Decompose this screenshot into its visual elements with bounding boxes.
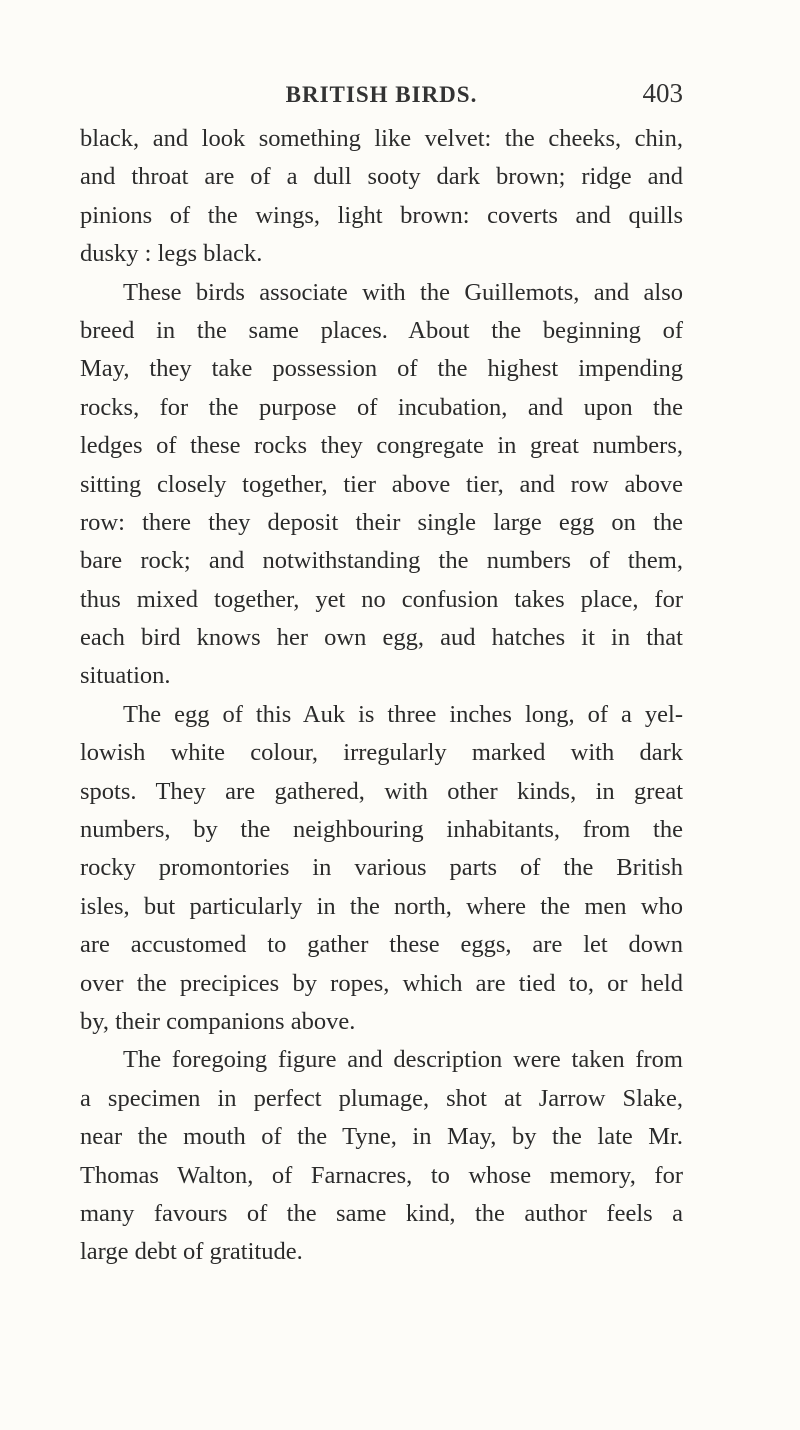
text-line: a specimen in perfect plumage, shot at Jarrow Slake, (80, 1084, 683, 1112)
text-line: black, and look something like velvet: the cheeks, chin, (80, 125, 683, 152)
body-text (80, 120, 683, 1272)
text-line: numbers, by the neighbouring inhabitants, from the (80, 816, 683, 844)
text-line: rocks, for the purpose of incubation, and upon the (80, 393, 683, 421)
text-line: Thomas Walton, of Farnacres, to whose memory, for (80, 1161, 683, 1189)
page-number: 403 (642, 78, 683, 108)
text-line: bare rock; and notwithstanding the numbers of them, (80, 547, 683, 575)
text-line: ledges of these rocks they congregate in great numbers, (80, 432, 683, 460)
text-line: and throat are of a dull sooty dark brown; ridge and (80, 163, 683, 191)
running-head (80, 78, 683, 116)
running-title: BRITISH BIRDS. (285, 82, 478, 107)
text-line: by, their companions above. (80, 1007, 356, 1035)
text-line: dusky : legs black. (80, 240, 263, 268)
text-line: These birds associate with the Guillemots, and also (123, 278, 683, 306)
text-line: thus mixed together, yet no confusion takes place, for (80, 585, 683, 613)
text-line: sitting closely together, tier above tier, and row above (80, 470, 683, 498)
text-line: near the mouth of the Tyne, in May, by the late Mr. (80, 1123, 683, 1151)
text-line: are accustomed to gather these eggs, are let down (80, 931, 683, 959)
text-line: each bird knows her own egg, aud hatches it in that (80, 624, 683, 652)
text-line: rocky promontories in various parts of the British (80, 854, 683, 882)
text-line: spots. They are gathered, with other kinds, in great (80, 777, 683, 805)
text-line: large debt of gratitude. (80, 1238, 303, 1266)
text-line: breed in the same places. About the beginning of (80, 316, 683, 344)
text-line: situation. (80, 662, 171, 690)
text-line: over the precipices by ropes, which are tied to, or held (80, 969, 683, 997)
text-line: lowish white colour, irregularly marked with dark (80, 739, 683, 767)
text-line: many favours of the same kind, the author feels a (80, 1199, 683, 1227)
text-line: The foregoing figure and description were taken from (123, 1046, 683, 1074)
text-line: isles, but particularly in the north, where the men who (80, 892, 683, 920)
text-line: row: there they deposit their single large egg on the (80, 508, 683, 536)
text-line: pinions of the wings, light brown: coverts and quills (80, 201, 683, 229)
text-line: The egg of this Auk is three inches long, of a yel- (123, 700, 683, 728)
text-line: May, they take possession of the highest impending (80, 355, 683, 383)
